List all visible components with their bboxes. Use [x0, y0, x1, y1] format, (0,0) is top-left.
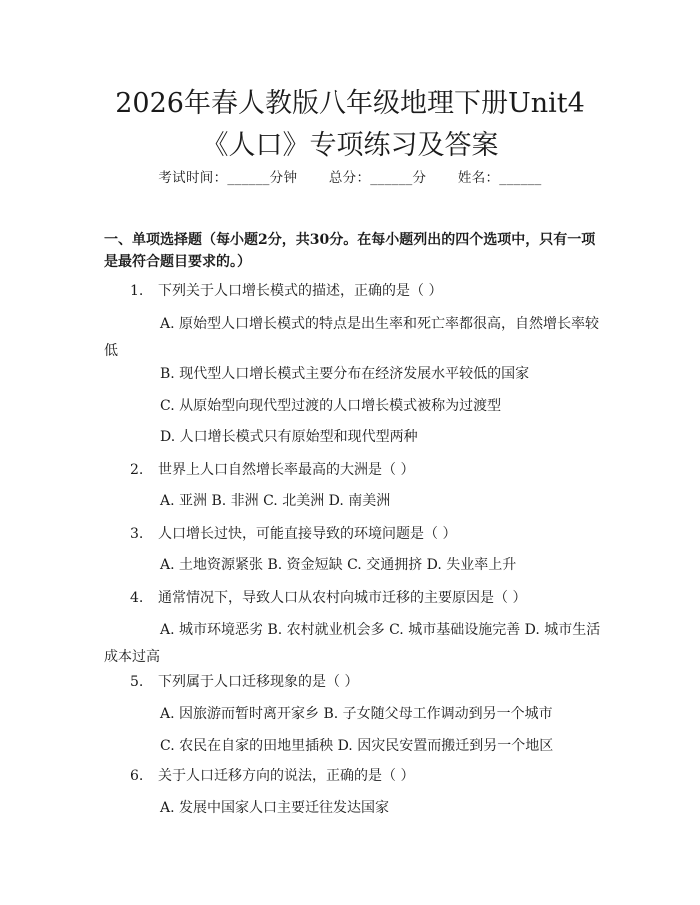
student-name: 姓名：______ — [457, 170, 542, 186]
question-3 — [130, 524, 610, 544]
question-1-option-b: B. 现代型人口增长模式主要分布在经济发展水平较低的国家 — [160, 366, 530, 382]
question-1-option-a: A. 原始型人口增长模式的特点是出生率和死亡率都很高，自然增长率较低 — [104, 316, 600, 359]
question-5 — [130, 672, 610, 692]
question-number: 4. — [130, 590, 144, 606]
question-4 — [130, 588, 610, 608]
question-stem: 下列属于人口迁移现象的是（ ） — [158, 674, 359, 690]
section-heading: 一、单项选择题（每小题2分，共30分。在每小题列出的四个选项中，只有一项是最符合题目要求的。） — [104, 232, 596, 270]
question-stem: 下列关于人口增长模式的描述，正确的是（ ） — [158, 283, 443, 299]
question-5-options-cd: C. 农民在自家的田地里插秧 D. 因灾民安置而搬迁到另一个地区 — [160, 738, 554, 754]
question-number: 5. — [130, 674, 144, 690]
question-stem: 通常情况下，导致人口从农村向城市迁移的主要原因是（ ） — [158, 590, 527, 606]
question-number: 3. — [130, 526, 144, 542]
question-1 — [130, 281, 610, 301]
exam-info — [0, 168, 700, 188]
question-6-option-a: A. 发展中国家人口主要迁往发达国家 — [160, 800, 390, 816]
question-6 — [130, 766, 610, 786]
question-number: 2. — [130, 462, 144, 478]
question-3-options: A. 土地资源紧张 B. 资金短缺 C. 交通拥挤 D. 失业率上升 — [160, 557, 517, 573]
question-stem: 世界上人口自然增长率最高的大洲是（ ） — [158, 462, 415, 478]
question-stem: 人口增长过快，可能直接导致的环境问题是（ ） — [158, 526, 457, 542]
question-number: 1. — [130, 283, 144, 299]
question-4-options: A. 城市环境恶劣 B. 农村就业机会多 C. 城市基础设施完善 D. 城市生活成本过高 — [104, 622, 601, 665]
question-number: 6. — [130, 768, 144, 784]
exam-time: 考试时间：______分钟 — [158, 170, 298, 186]
total-score: 总分：______分 — [328, 170, 427, 186]
question-2 — [130, 460, 610, 480]
question-1-option-d: D. 人口增长模式只有原始型和现代型两种 — [160, 429, 418, 445]
question-5-options-ab: A. 因旅游而暂时离开家乡 B. 子女随父母工作调动到另一个城市 — [160, 706, 553, 722]
question-stem: 关于人口迁移方向的说法，正确的是（ ） — [158, 768, 415, 784]
question-2-options: A. 亚洲 B. 非洲 C. 北美洲 D. 南美洲 — [160, 493, 391, 509]
question-1-option-c: C. 从原始型向现代型过渡的人口增长模式被称为过渡型 — [160, 398, 502, 414]
document-title: 2026年春人教版八年级地理下册Unit4《人口》专项练习及答案 — [115, 88, 585, 161]
